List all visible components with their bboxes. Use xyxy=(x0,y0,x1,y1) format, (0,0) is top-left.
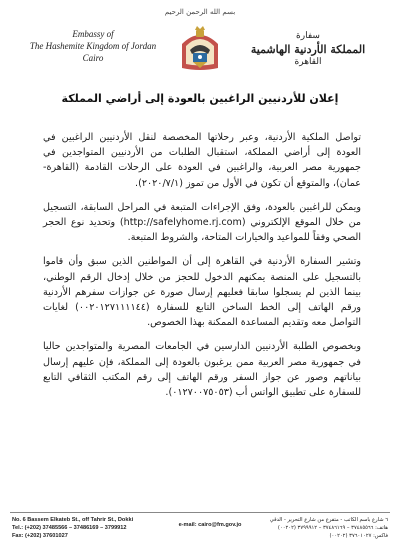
header-right-line-3: القاهرة xyxy=(294,57,322,67)
header-right-line-1: سفارة xyxy=(296,31,320,41)
paragraph-1: تواصل الملكية الأردنية، وعبر رحلاتها المخصصة لنقل الأردنيين الراغبين في العودة إلى أراضي المملكة، استقبال الطلبات من الأردنيين المتواجدين في جمهورية مصر العربية، والراغبين في العودة على الرحلات القادمة (القاهرة-عمان)، والمتوقع أن تكون في الأول من تموز (٢٠٢٠/٧/١). xyxy=(43,132,361,189)
header-left-line-2: The Hashemite Kingdom of Jordan xyxy=(29,41,157,51)
jordan-coat-of-arms-icon xyxy=(180,24,220,72)
announcement-body xyxy=(43,130,361,409)
footer-address-english xyxy=(12,516,152,540)
header-embassy-english xyxy=(28,28,158,64)
header-embassy-arabic xyxy=(238,30,378,69)
footer-right-line-3: فاكس: ٣٧٦٠١٠٢٧ (٠٠٢٠٢) xyxy=(329,533,388,539)
footer-email: e-mail: cairo@fm.gov.jo xyxy=(178,522,242,528)
paragraph-2: ويمكن للراغبين بالعودة، وفق الإجراءات المتبعة في المراحل السابقة، التسجيل من خلال الموقع الإلكتروني (http://safelyhome.rj.com) وتحديد نوع الحجر الصحي وفقاً للمواعيد والخيارات المتاحة، والشروط المتبعة. xyxy=(43,201,362,244)
paragraph-3: وتشير السفارة الأردنية في القاهرة إلى أن المواطنين الذين سبق وأن قاموا بالتسجيل على المنصة يمكنهم الدخول للحجز من خلال إدخال الرقم الوطني، بينما الذين لم يسجلوا سابقا فعليهم إرسال صورة عن جوازات سفرهم الأردنية ورقم الهاتف إلى الخط الساخن التابع للسفارة (٠٠٢٠١٢٧١١١١٤٤) لغايات التواصل معه وتقديم المساعدة الممكنة بهذا الخصوص. xyxy=(43,256,361,329)
footer-right-line-1: ٦ شارع باسم الكاتب - متفرع من شارع التحرير - الدقي xyxy=(269,517,388,523)
footer-divider xyxy=(10,512,390,513)
footer-left-line-3: Fax: (+202) 37601027 xyxy=(12,533,68,539)
header-left-line-3: Cairo xyxy=(82,53,104,63)
paragraph-4: وبخصوص الطلبة الأردنيين الدارسين في الجامعات المصرية والمتواجدين حاليا في جمهورية مصر العربية ممن يرغبون بالعودة إلى المملكة، فإن عليهم إرسال بياناتهم وصور عن جواز السفر ورقم الهاتف إلى رقم المكتب الثقافي التابع للسفارة على تطبيق الواتس أب (٠١٢٧٠٠٧٥٠٥٣). xyxy=(43,341,361,399)
footer-left-line-1: No. 6 Bassem Elkateb St., off Tahrir St., Dokki xyxy=(12,517,134,523)
announcement-title: إعلان للأردنيين الراغبين بالعودة إلى أراضي المملكة xyxy=(61,92,339,105)
header-right-line-2: المملكة الأردنية الهاشمية xyxy=(250,43,366,56)
header-left-line-1: Embassy of xyxy=(72,29,114,39)
footer-left-line-2: Tel.: (+202) 37485566 – 37486169 – 3799912 xyxy=(12,525,127,531)
footer-right-line-2: هاتف: ٣٧٤٨٥٥٦٦ – ٣٧٤٨٦١٦٩ – ٣٧٩٩٩١٢ (٠٠٢٠٢) xyxy=(277,525,388,531)
footer-address-arabic xyxy=(263,516,388,540)
basmala: بسم الله الرحمن الرحيم xyxy=(164,8,236,16)
